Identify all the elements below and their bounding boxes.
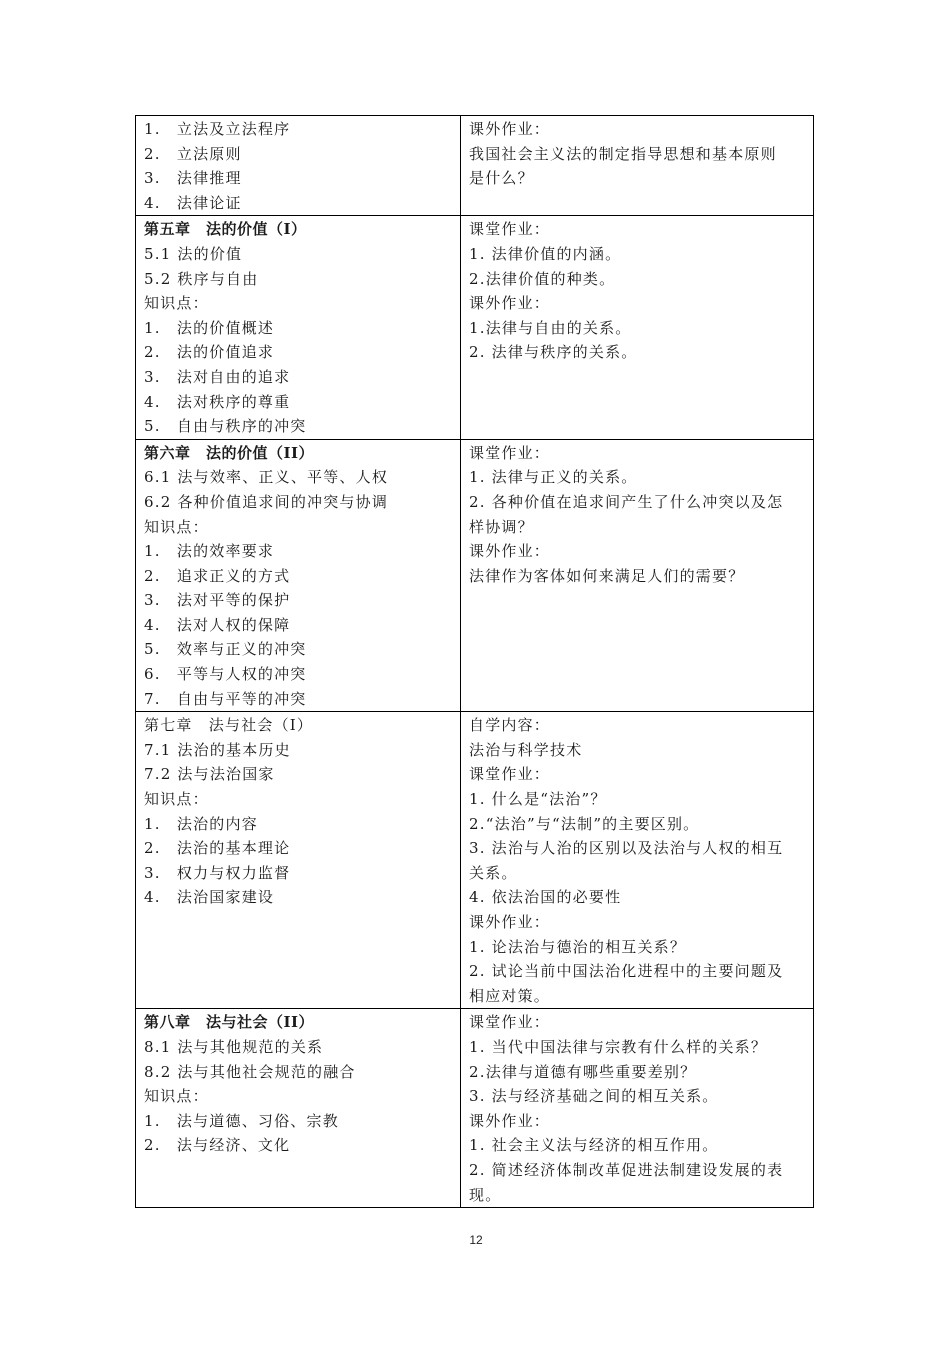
content-line: 2. 追求正义的方式	[144, 566, 291, 585]
assignment-line: 相应对策。	[469, 986, 551, 1005]
content-line: 7.1 法治的基本历史	[144, 740, 291, 759]
assignment-line: 是什么？	[469, 169, 534, 188]
assignment-cell	[461, 712, 814, 1009]
assignment-line: 1. 社会主义法与经济的相互作用。	[469, 1136, 719, 1155]
chapter-content-cell	[136, 216, 461, 439]
content-line: 7.2 法与法治国家	[144, 765, 275, 784]
assignment-line: 课外作业：	[469, 913, 551, 931]
content-line: 3. 法对平等的保护	[144, 591, 291, 610]
assignment-line: 法治与科学技术	[469, 740, 583, 759]
content-line: 5.1 法的价值	[144, 244, 243, 263]
assignment-line: 法律作为客体如何来满足人们的需要？	[469, 566, 745, 585]
content-line: 8.2 法与其他社会规范的融合	[144, 1062, 356, 1081]
assignment-line: 2. 简述经济体制改革促进法制建设发展的表	[469, 1160, 784, 1179]
chapter-content-cell	[136, 712, 461, 1009]
content-line: 1. 立法及立法程序	[144, 120, 291, 138]
content-line: 8.1 法与其他规范的关系	[144, 1037, 324, 1056]
syllabus-table-body	[136, 116, 814, 1208]
content-line: 4. 法治国家建设	[144, 888, 275, 907]
content-line: 5.2 秩序与自由	[144, 269, 259, 288]
content-line: 3. 法律推理	[144, 169, 242, 188]
content-line: 3. 权力与权力监督	[144, 863, 291, 882]
assignment-line: 1. 法律与正义的关系。	[469, 468, 638, 487]
content-line: 4. 法律论证	[144, 193, 242, 212]
chapter-title: 第五章 法的价值（I）	[144, 220, 307, 239]
content-line: 知识点：	[144, 1087, 209, 1106]
content-line: 4. 法对秩序的尊重	[144, 392, 291, 411]
content-line: 1. 法与道德、习俗、宗教	[144, 1111, 339, 1130]
chapter-row	[136, 1009, 814, 1208]
assignment-line: 2.“法治”与“法制”的主要区别。	[469, 814, 700, 833]
assignment-line: 3. 法治与人治的区别以及法治与人权的相互	[469, 839, 784, 858]
content-line: 知识点：	[144, 790, 209, 809]
chapter-title: 第六章 法的价值（II）	[144, 443, 315, 462]
content-line: 5. 自由与秩序的冲突	[144, 417, 307, 436]
content-line: 2. 立法原则	[144, 144, 242, 163]
assignment-cell	[461, 1009, 814, 1208]
content-line: 2. 法的价值追求	[144, 343, 275, 362]
content-line: 2. 法治的基本理论	[144, 839, 291, 858]
assignment-line: 1. 什么是“法治”？	[469, 790, 607, 809]
chapter-title: 第七章 法与社会（I）	[144, 716, 314, 735]
content-line: 5. 效率与正义的冲突	[144, 640, 307, 659]
assignment-line: 现。	[469, 1185, 502, 1204]
content-line: 6.2 各种价值追求间的冲突与协调	[144, 492, 389, 511]
chapter-content-cell	[136, 116, 461, 216]
content-line: 1. 法治的内容	[144, 814, 258, 833]
chapter-row	[136, 116, 814, 216]
assignment-line: 课外作业：	[469, 1111, 551, 1130]
assignment-line: 1. 当代中国法律与宗教有什么样的关系？	[469, 1037, 768, 1056]
chapter-row	[136, 439, 814, 712]
content-line: 1. 法的价值概述	[144, 318, 275, 337]
assignment-cell	[461, 216, 814, 439]
assignment-line: 2. 各种价值在追求间产生了什么冲突以及怎	[469, 492, 784, 511]
chapter-row	[136, 216, 814, 439]
assignment-line: 课堂作业：	[469, 765, 551, 784]
assignment-line: 3. 法与经济基础之间的相互关系。	[469, 1087, 719, 1106]
page-number: 12	[469, 1233, 483, 1247]
assignment-line: 2.法律价值的种类。	[469, 269, 616, 288]
content-line: 3. 法对自由的追求	[144, 367, 291, 386]
content-line: 4. 法对人权的保障	[144, 615, 291, 634]
assignment-cell	[461, 439, 814, 712]
assignment-line: 1.法律与自由的关系。	[469, 318, 632, 337]
content-line: 6. 平等与人权的冲突	[144, 665, 307, 684]
content-line: 知识点：	[144, 517, 209, 536]
assignment-line: 1. 法律价值的内涵。	[469, 244, 622, 263]
assignment-line: 课堂作业：	[469, 443, 551, 462]
content-line: 知识点：	[144, 294, 209, 313]
assignment-line: 4. 依法治国的必要性	[469, 888, 622, 907]
syllabus-table	[135, 115, 814, 1208]
assignment-line: 我国社会主义法的制定指导思想和基本原则	[469, 144, 777, 163]
content-line: 1. 法的效率要求	[144, 542, 275, 561]
chapter-row	[136, 712, 814, 1009]
assignment-line: 关系。	[469, 863, 518, 882]
chapter-title: 第八章 法与社会（II）	[144, 1013, 315, 1032]
assignment-line: 课外作业：	[469, 294, 551, 313]
assignment-line: 2. 试论当前中国法治化进程中的主要问题及	[469, 962, 784, 981]
content-line: 6.1 法与效率、正义、平等、人权	[144, 468, 389, 487]
assignment-line: 样协调？	[469, 517, 534, 536]
assignment-cell	[461, 116, 814, 216]
assignment-line: 课堂作业：	[469, 220, 551, 239]
chapter-content-cell	[136, 439, 461, 712]
assignment-line: 2. 法律与秩序的关系。	[469, 343, 638, 362]
assignment-line: 课外作业：	[469, 542, 551, 561]
assignment-line: 课外作业：	[469, 120, 551, 138]
content-line: 7. 自由与平等的冲突	[144, 689, 307, 708]
assignment-line: 自学内容：	[469, 716, 551, 735]
assignment-line: 1. 论法治与德治的相互关系？	[469, 937, 687, 956]
assignment-line: 课堂作业：	[469, 1013, 551, 1032]
assignment-line: 2.法律与道德有哪些重要差别？	[469, 1062, 697, 1081]
content-line: 2. 法与经济、文化	[144, 1136, 291, 1155]
chapter-content-cell	[136, 1009, 461, 1208]
